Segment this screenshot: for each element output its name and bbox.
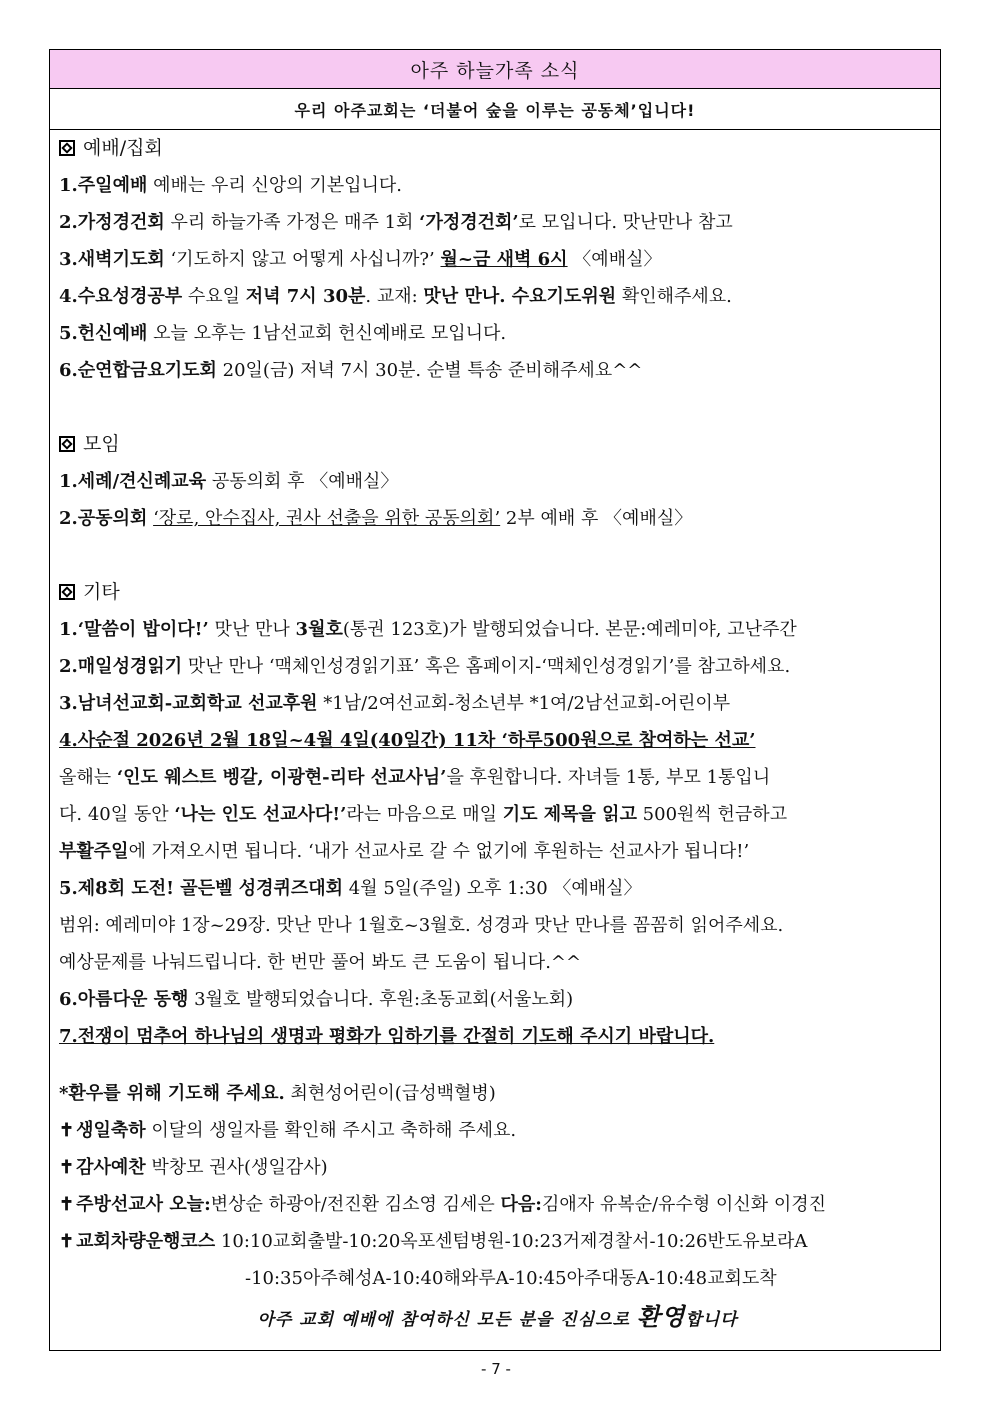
cross-icon: ✝ <box>59 1231 75 1252</box>
list-item: 5.헌신예배 오늘 오후는 1남선교회 헌신예배로 모입니다. <box>59 323 507 344</box>
section-heading-worship: 예배/집회 <box>59 130 936 167</box>
page-subtitle: 우리 아주교회는 ‘더불어 숲을 이루는 공동체’입니다! <box>50 89 940 130</box>
list-item: 3.새벽기도회 ‘기도하지 않고 어떻게 사십니까?’ 월~금 새벽 6시 〈예배실〉 <box>59 249 662 270</box>
list-item: 4.수요성경공부 수요일 저녁 7시 30분. 교재: 맛난 만나. 수요기도위원 확인해주세요. <box>59 286 732 307</box>
welcome-message: 아주 교회 예배에 참여하신 모든 분을 진심으로 환영합니다 <box>257 1302 738 1331</box>
list-item: 2.매일성경읽기 맛난 만나 ‘맥체인성경읽기표’ 혹은 홈페이지-‘맥체인성경읽기’를 참고하세요. <box>59 656 791 677</box>
list-item: 2.가정경건회 우리 하늘가족 가정은 매주 1회 ‘가정경건회’로 모입니다. 맛난만나 참고 <box>59 212 733 233</box>
list-item: 3.남녀선교회-교회학교 선교후원 *1남/2여선교회-청소년부 *1여/2남선교회-어린이부 <box>59 693 731 714</box>
bulletin-frame <box>49 49 941 1351</box>
notice-kitchen: ✝ 주방선교사 오늘:변상순 하광아/전진환 김소영 김세은 다음:김애자 유복순/유수형 이신화 이경진 <box>59 1194 826 1215</box>
list-item-detail: 다. 40일 동안 ‘나는 인도 선교사다!’라는 마음으로 매일 기도 제목을 읽고 500원씩 헌금하고 <box>59 804 788 825</box>
notice-pray: *환우를 위해 기도해 주세요. 최현성어린이(급성백혈병) <box>59 1083 496 1104</box>
spacer <box>59 389 936 426</box>
notice-birthday: ✝ 생일축하 이달의 생일자를 확인해 주시고 축하해 주세요. <box>59 1120 517 1141</box>
notice-bus-route: -10:35아주혜성A-10:40해와루A-10:45아주대동A-10:48교회도착 <box>245 1268 777 1289</box>
section-heading-etc: 기타 <box>59 574 936 611</box>
cross-icon: ✝ <box>59 1120 75 1141</box>
list-item: 1.주일예배 예배는 우리 신앙의 기본입니다. <box>59 175 402 196</box>
spacer <box>59 537 936 574</box>
list-item-detail: 올해는 ‘인도 웨스트 벵갈, 이광현-리타 선교사님’을 후원합니다. 자녀들 1통, 부모 1통입니 <box>59 767 771 788</box>
list-item: 6.순연합금요기도회 20일(금) 저녁 7시 30분. 순별 특송 준비해주세요^^ <box>59 360 643 381</box>
bulletin-content <box>50 130 940 1337</box>
list-item: 1.‘말씀이 밥이다!’ 맛난 만나 3월호(통권 123호)가 발행되었습니다. 본문:예레미야, 고난주간 <box>59 619 797 640</box>
list-item: 1.세례/견신례교육 공동의회 후 〈예배실〉 <box>59 471 399 492</box>
page-number: - 7 - <box>481 1360 511 1378</box>
list-item: 2.공동의회 ‘장로, 안수집사, 권사 선출을 위한 공동의회’ 2부 예배 후 〈예배실〉 <box>59 508 693 529</box>
cross-icon: ✝ <box>59 1157 75 1178</box>
list-item: 5.제8회 도전! 골든벨 성경퀴즈대회 4월 5일(주일) 오후 1:30 〈예배실〉 <box>59 878 642 899</box>
diamond-box-icon <box>59 140 75 156</box>
page-title: 아주 하늘가족 소식 <box>50 50 940 89</box>
list-item: 6.아름다운 동행 3월호 발행되었습니다. 후원:초동교회(서울노회) <box>59 989 574 1010</box>
notice-bus: ✝ 교회차량운행코스 10:10교회출발-10:20옥포센텀병원-10:23거제경찰서-10:26반도유보라A <box>59 1231 808 1252</box>
cross-icon: ✝ <box>59 1194 75 1215</box>
diamond-box-icon <box>59 584 75 600</box>
list-item-detail: 부활주일에 가져오시면 됩니다. ‘내가 선교사로 갈 수 없기에 후원하는 선교사가 됩니다!’ <box>59 841 750 862</box>
diamond-box-icon <box>59 436 75 452</box>
notice-thanks: ✝ 감사예찬 박창모 권사(생일감사) <box>59 1157 328 1178</box>
list-item: 7.전쟁이 멈추어 하나님의 생명과 평화가 임하기를 간절히 기도해 주시기 바랍니다. <box>59 1026 715 1047</box>
list-item-detail: 예상문제를 나눠드립니다. 한 번만 풀어 봐도 큰 도움이 됩니다.^^ <box>59 952 582 973</box>
list-item: 4.사순절 2026년 2월 18일~4월 4일(40일간) 11차 ‘하루500원으로 참여하는 선교’ <box>59 730 756 751</box>
section-heading-meeting: 모임 <box>59 426 936 463</box>
spacer <box>59 1055 936 1075</box>
list-item-detail: 범위: 예레미야 1장~29장. 맛난 만나 1월호~3월호. 성경과 맛난 만나를 꼼꼼히 읽어주세요. <box>59 915 784 936</box>
